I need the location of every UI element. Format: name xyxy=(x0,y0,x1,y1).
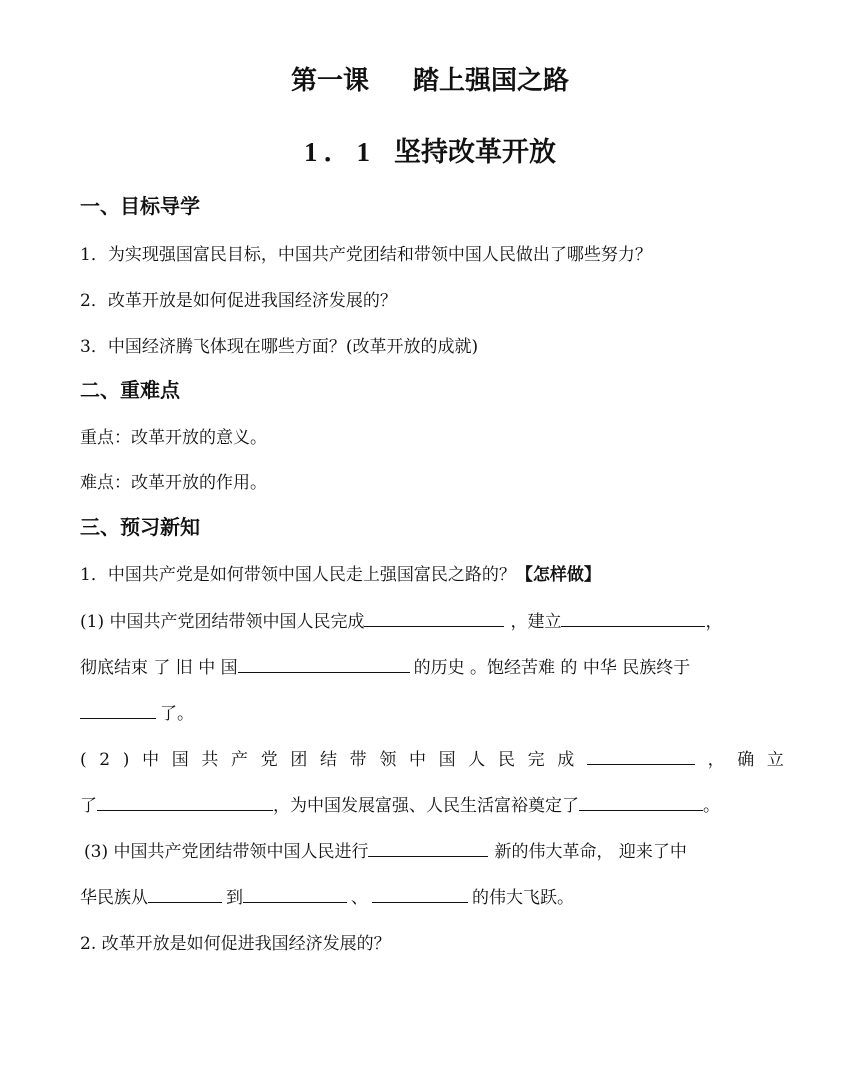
p1-text-c: ， xyxy=(705,612,723,632)
goal-item-2: 2．改革开放是如何促进我国经济发展的？ xyxy=(80,291,397,311)
lesson-number: 第一课 xyxy=(290,66,369,96)
p3-text-f: 的伟大飞跃。 xyxy=(472,888,574,908)
p2-char: 中 xyxy=(142,750,160,770)
p2-char: 党 xyxy=(260,750,278,770)
p2-text-b: ，为中国发展富强、人民生活富裕奠定了 xyxy=(273,796,579,816)
p3-text-a: (3) 中国共产党团结带领中国人民进行 xyxy=(84,842,369,862)
p2-char: 国 xyxy=(438,750,456,770)
key-point: 重点：改革开放的意义。 xyxy=(80,428,267,448)
p1-text-d: 彻底结束 了 旧 中 国 xyxy=(80,658,238,678)
p2-char: 国 xyxy=(171,750,189,770)
section-name: 坚持改革开放 xyxy=(394,137,556,168)
p2-char: 共 xyxy=(201,750,219,770)
p2-char: 成 xyxy=(557,750,575,770)
p2-char: ) xyxy=(122,750,130,770)
section-title xyxy=(0,130,860,169)
p3-text-b: 新的伟大革命， 迎来了中 xyxy=(494,842,687,862)
p2-char: 中 xyxy=(408,750,426,770)
section-number: 1．1 xyxy=(304,137,376,167)
blank-11[interactable] xyxy=(372,884,468,903)
question-2: 2. 改革开放是如何促进我国经济发展的？ xyxy=(80,934,391,954)
goal-item-1: 1．为实现强国富民目标，中国共产党团结和带领中国人民做出了哪些努力？ xyxy=(80,245,652,265)
p2-text-c: 。 xyxy=(703,796,720,816)
p1-text-a: (1) 中国共产党团结带领中国人民完成 xyxy=(80,612,365,632)
p3-text-c: 华民族从 xyxy=(80,888,148,908)
question-1-tag: 【怎样做】 xyxy=(515,565,601,585)
lesson-name: 踏上强国之路 xyxy=(413,66,570,96)
part1-heading: 一、目标导学 xyxy=(80,194,200,218)
p3-text-d: 到 xyxy=(226,888,243,908)
p2-char: 确 xyxy=(737,750,755,770)
difficult-point: 难点：改革开放的作用。 xyxy=(80,473,267,493)
blank-6[interactable] xyxy=(97,792,273,811)
blank-1[interactable] xyxy=(364,608,504,627)
part2-heading: 二、重难点 xyxy=(80,378,180,402)
p2-char: 领 xyxy=(379,750,397,770)
p2-char: 团 xyxy=(290,750,308,770)
fill-paragraph-1-line-1 xyxy=(80,607,784,632)
blank-8[interactable] xyxy=(368,838,488,857)
p2-comma: ， xyxy=(707,750,725,770)
fill-paragraph-3-line-1 xyxy=(84,837,687,862)
p2-char: 结 xyxy=(320,750,338,770)
fill-paragraph-2-line-1 xyxy=(80,745,784,770)
fill-paragraph-1-line-3 xyxy=(80,699,194,724)
fill-paragraph-3-line-2 xyxy=(80,883,574,908)
p2-char: 带 xyxy=(349,750,367,770)
fill-paragraph-2-line-2 xyxy=(80,791,720,816)
part3-heading: 三、预习新知 xyxy=(80,515,200,539)
goal-item-3: 3．中国经济腾飞体现在哪些方面？(改革开放的成就) xyxy=(80,337,479,357)
lesson-title xyxy=(0,60,860,97)
p2-char: 完 xyxy=(527,750,545,770)
p2-char: 产 xyxy=(231,750,249,770)
blank-2[interactable] xyxy=(561,608,705,627)
question-1-text: 1．中国共产党是如何带领中国人民走上强国富民之路的？ xyxy=(80,565,516,585)
p2-char: 2 xyxy=(99,750,111,770)
p2-char: ( xyxy=(80,750,87,770)
fill-paragraph-1-line-2 xyxy=(80,653,690,678)
blank-3[interactable] xyxy=(238,654,410,673)
p1-text-e: 的历史 。饱经苦难 的 中华 民族终于 xyxy=(413,658,691,678)
p1-text-f: 了。 xyxy=(160,704,194,724)
blank-9[interactable] xyxy=(148,884,222,903)
p2-char: 人 xyxy=(468,750,486,770)
blank-5[interactable] xyxy=(587,746,695,765)
question-1 xyxy=(80,560,601,585)
blank-4[interactable] xyxy=(80,700,156,719)
blank-10[interactable] xyxy=(243,884,347,903)
p1-text-b: ，建立 xyxy=(510,612,562,632)
p2-char: 民 xyxy=(497,750,515,770)
p2-char: 立 xyxy=(766,750,784,770)
p2-text-a: 了 xyxy=(80,796,97,816)
p3-text-e: 、 xyxy=(351,888,368,908)
blank-7[interactable] xyxy=(579,792,703,811)
